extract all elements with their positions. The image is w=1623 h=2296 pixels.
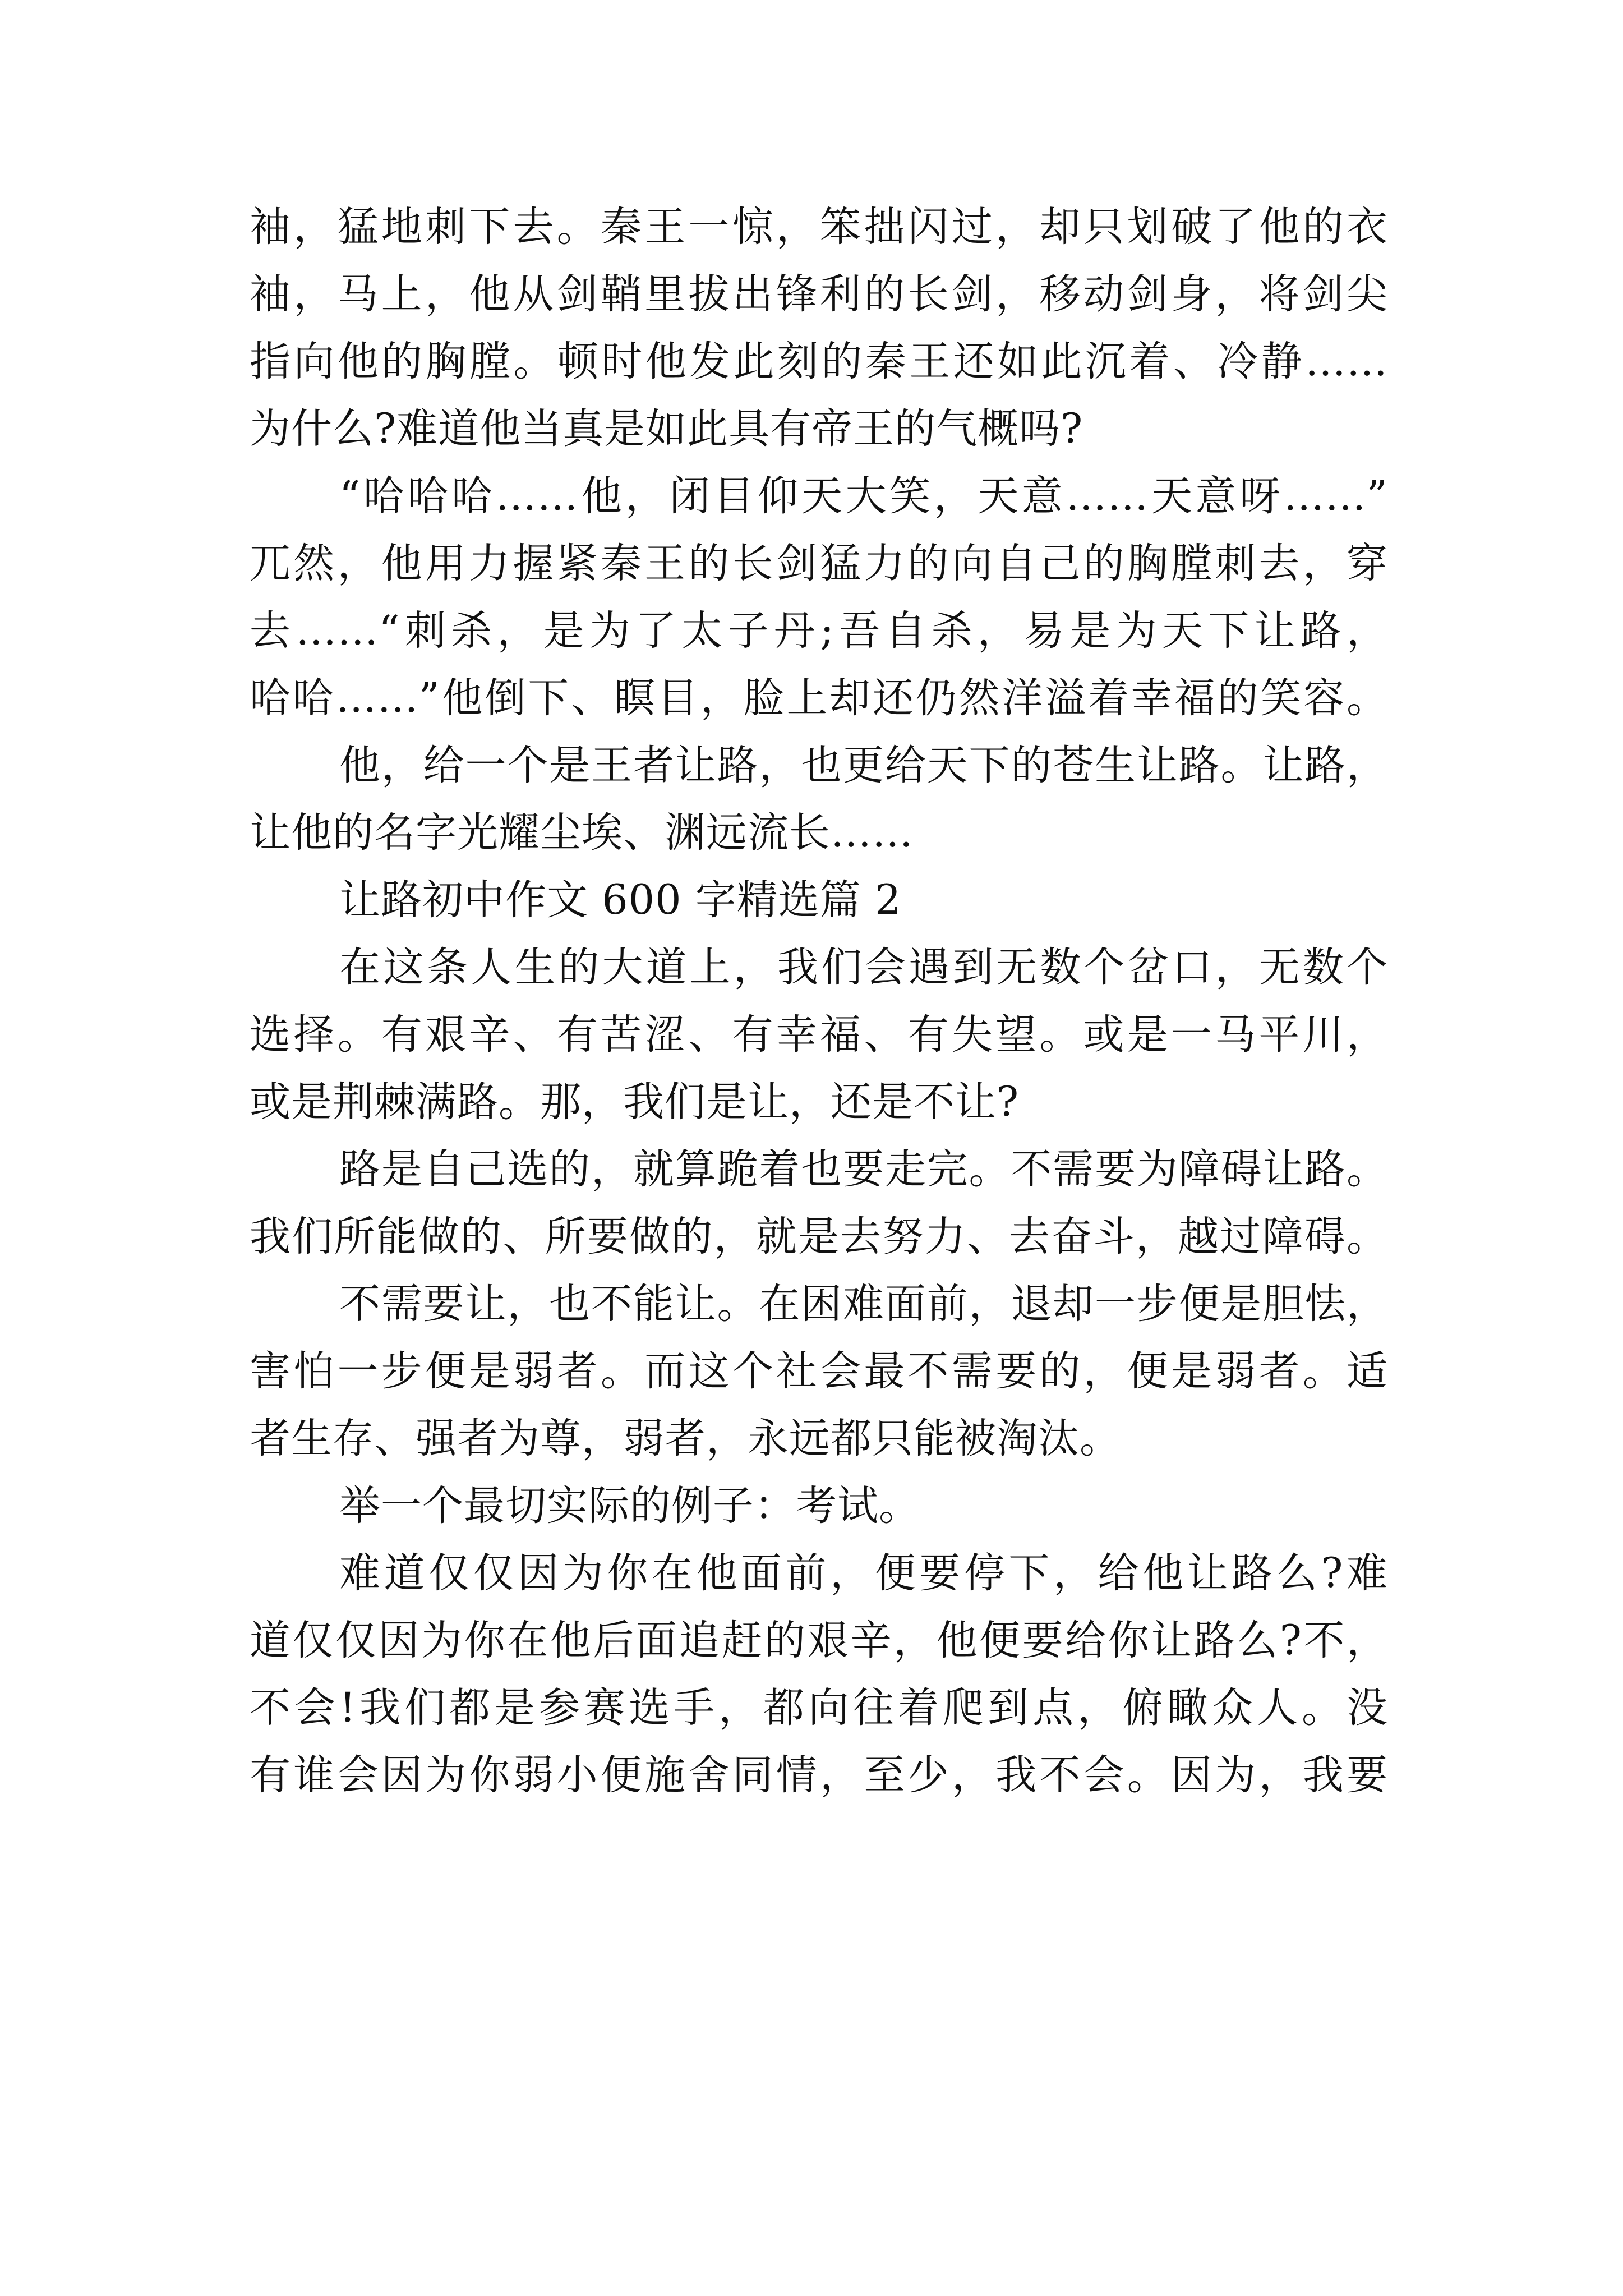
text-line: 在这条人生的大道上，我们会遇到无数个岔口，无数个 xyxy=(339,944,1388,991)
text-line: 有谁会因为你弱小便施舍同情，至少，我不会。因为，我要 xyxy=(250,1751,1388,1799)
text-line: 举一个最切实际的例子：考试。 xyxy=(339,1482,920,1530)
text-line: 他，给一个是王者让路，也更给天下的苍生让路。让路， xyxy=(339,742,1388,789)
text-line: 选择。有艰辛、有苦涩、有幸福、有失望。或是一马平川， xyxy=(250,1011,1388,1059)
text-line: 兀然，他用力握紧秦王的长剑猛力的向自己的胸膛刺去，穿 xyxy=(250,540,1388,587)
text-line: 不会!我们都是参赛选手，都向往着爬到点，俯瞰众人。没 xyxy=(250,1684,1388,1732)
text-line: 为什么?难道他当真是如此具有帝王的气概吗? xyxy=(250,405,1083,453)
text-line: 害怕一步便是弱者。而这个社会最不需要的，便是弱者。适 xyxy=(250,1347,1388,1395)
text-line: “哈哈哈……他，闭目仰天大笑，天意……天意呀……” xyxy=(339,472,1388,520)
section-heading: 让路初中作文 600 字精选篇 2 xyxy=(339,876,902,924)
text-line: 不需要让，也不能让。在困难面前，退却一步便是胆怯， xyxy=(339,1280,1388,1328)
text-line: 哈哈……”他倒下、瞑目，脸上却还仍然洋溢着幸福的笑容。 xyxy=(250,674,1388,722)
text-line: 指向他的胸膛。顿时他发此刻的秦王还如此沉着、冷静…… xyxy=(250,338,1388,385)
text-line: 道仅仅因为你在他后面追赶的艰辛，他便要给你让路么?不， xyxy=(250,1617,1388,1664)
text-line: 我们所能做的、所要做的，就是去努力、去奋斗，越过障碍。 xyxy=(250,1213,1388,1260)
text-line: 难道仅仅因为你在他面前，便要停下，给他让路么?难 xyxy=(339,1549,1388,1597)
text-line: 路是自己选的，就算跪着也要走完。不需要为障碍让路。 xyxy=(339,1145,1388,1193)
text-line: 让他的名字光耀尘埃、渊远流长…… xyxy=(250,809,914,857)
text-line: 袖，马上，他从剑鞘里拔出锋利的长剑，移动剑身，将剑尖 xyxy=(250,270,1388,318)
document-body xyxy=(250,194,1388,1809)
text-line: 袖，猛地刺下去。秦王一惊，笨拙闪过，却只划破了他的衣 xyxy=(250,203,1388,251)
text-line: 去……“刺杀，是为了太子丹;吾自杀，易是为天下让路， xyxy=(250,607,1388,655)
text-line: 或是荆棘满路。那，我们是让，还是不让? xyxy=(250,1078,1020,1126)
text-line: 者生存、强者为尊，弱者，永远都只能被淘汰。 xyxy=(250,1415,1121,1462)
